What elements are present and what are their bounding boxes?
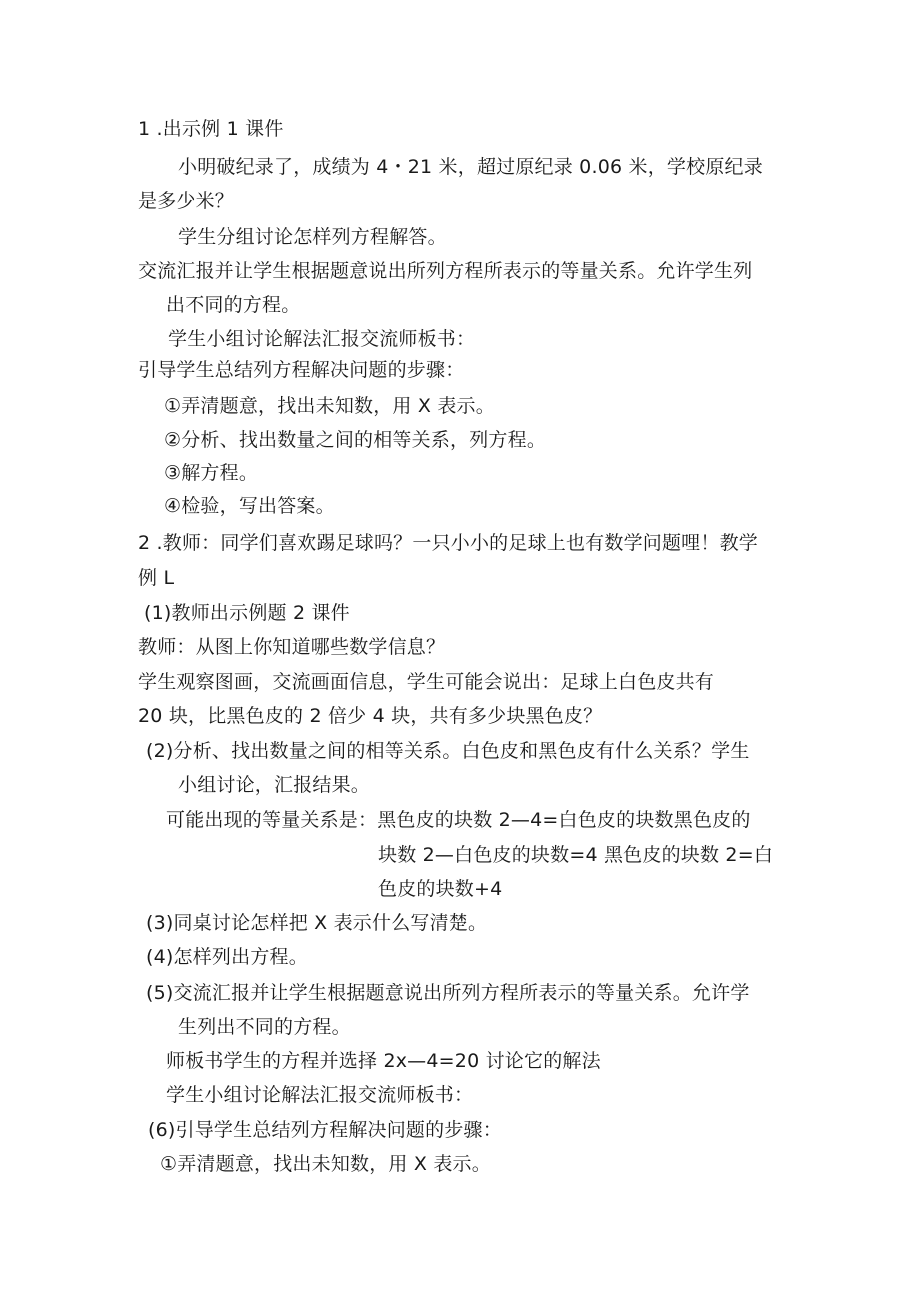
text-line: 小明破纪录了，成绩为 4・21 米，超过原纪录 0.06 米，学校原纪录 — [178, 156, 763, 178]
text-line: 小组讨论，汇报结果。 — [178, 774, 371, 796]
text-line: (5)交流汇报并让学生根据题意说出所列方程所表示的等量关系。允许学 — [146, 982, 750, 1004]
text-line: (3)同桌讨论怎样把 X 表示什么写清楚。 — [146, 912, 488, 934]
text-line: 1 .出示例 1 课件 — [138, 118, 284, 140]
text-line: 学生小组讨论解法汇报交流师板书： — [168, 328, 476, 350]
text-line: (6)引导学生总结列方程解决问题的步骤： — [148, 1119, 502, 1141]
text-line: ③解方程。 — [164, 462, 259, 484]
text-line: ④检验，写出答案。 — [164, 495, 335, 517]
text-line: 可能出现的等量关系是：黑色皮的块数 2—4=白色皮的块数黑色皮的 — [166, 809, 751, 831]
text-line: 引导学生总结列方程解决问题的步骤： — [138, 359, 465, 381]
text-line: (1)教师出示例题 2 课件 — [144, 602, 350, 624]
text-line: 学生小组讨论解法汇报交流师板书： — [166, 1084, 474, 1106]
text-line: 生列出不同的方程。 — [178, 1016, 351, 1038]
text-line: ②分析、找出数量之间的相等关系，列方程。 — [164, 429, 547, 451]
text-line: 出不同的方程。 — [166, 294, 301, 316]
text-line: 学生分组讨论怎样列方程解答。 — [178, 226, 447, 248]
text-line: 是多少米？ — [138, 190, 235, 212]
text-line: 色皮的块数+4 — [378, 878, 503, 900]
text-line: 交流汇报并让学生根据题意说出所列方程所表示的等量关系。允许学生列 — [138, 260, 753, 282]
text-line: 学生观察图画，交流画面信息，学生可能会说出：足球上白色皮共有 — [138, 671, 715, 693]
text-line: 块数 2—白色皮的块数=4 黑色皮的块数 2=白 — [378, 844, 774, 866]
text-line: 2 .教师：同学们喜欢踢足球吗？一只小小的足球上也有数学问题哩！教学 — [138, 532, 758, 554]
text-line: 例 L — [138, 567, 175, 589]
text-line: ①弄清题意，找出未知数，用 X 表示。 — [164, 395, 495, 417]
text-line: 师板书学生的方程并选择 2x—4=20 讨论它的解法 — [166, 1050, 601, 1072]
text-line: 20 块，比黑色皮的 2 倍少 4 块，共有多少块黑色皮？ — [138, 705, 603, 727]
text-line: (2)分析、找出数量之间的相等关系。白色皮和黑色皮有什么关系？学生 — [146, 740, 750, 762]
text-line: ①弄清题意，找出未知数，用 X 表示。 — [160, 1153, 491, 1175]
text-line: 教师：从图上你知道哪些数学信息？ — [138, 636, 446, 658]
text-line: (4)怎样列出方程。 — [146, 946, 308, 968]
